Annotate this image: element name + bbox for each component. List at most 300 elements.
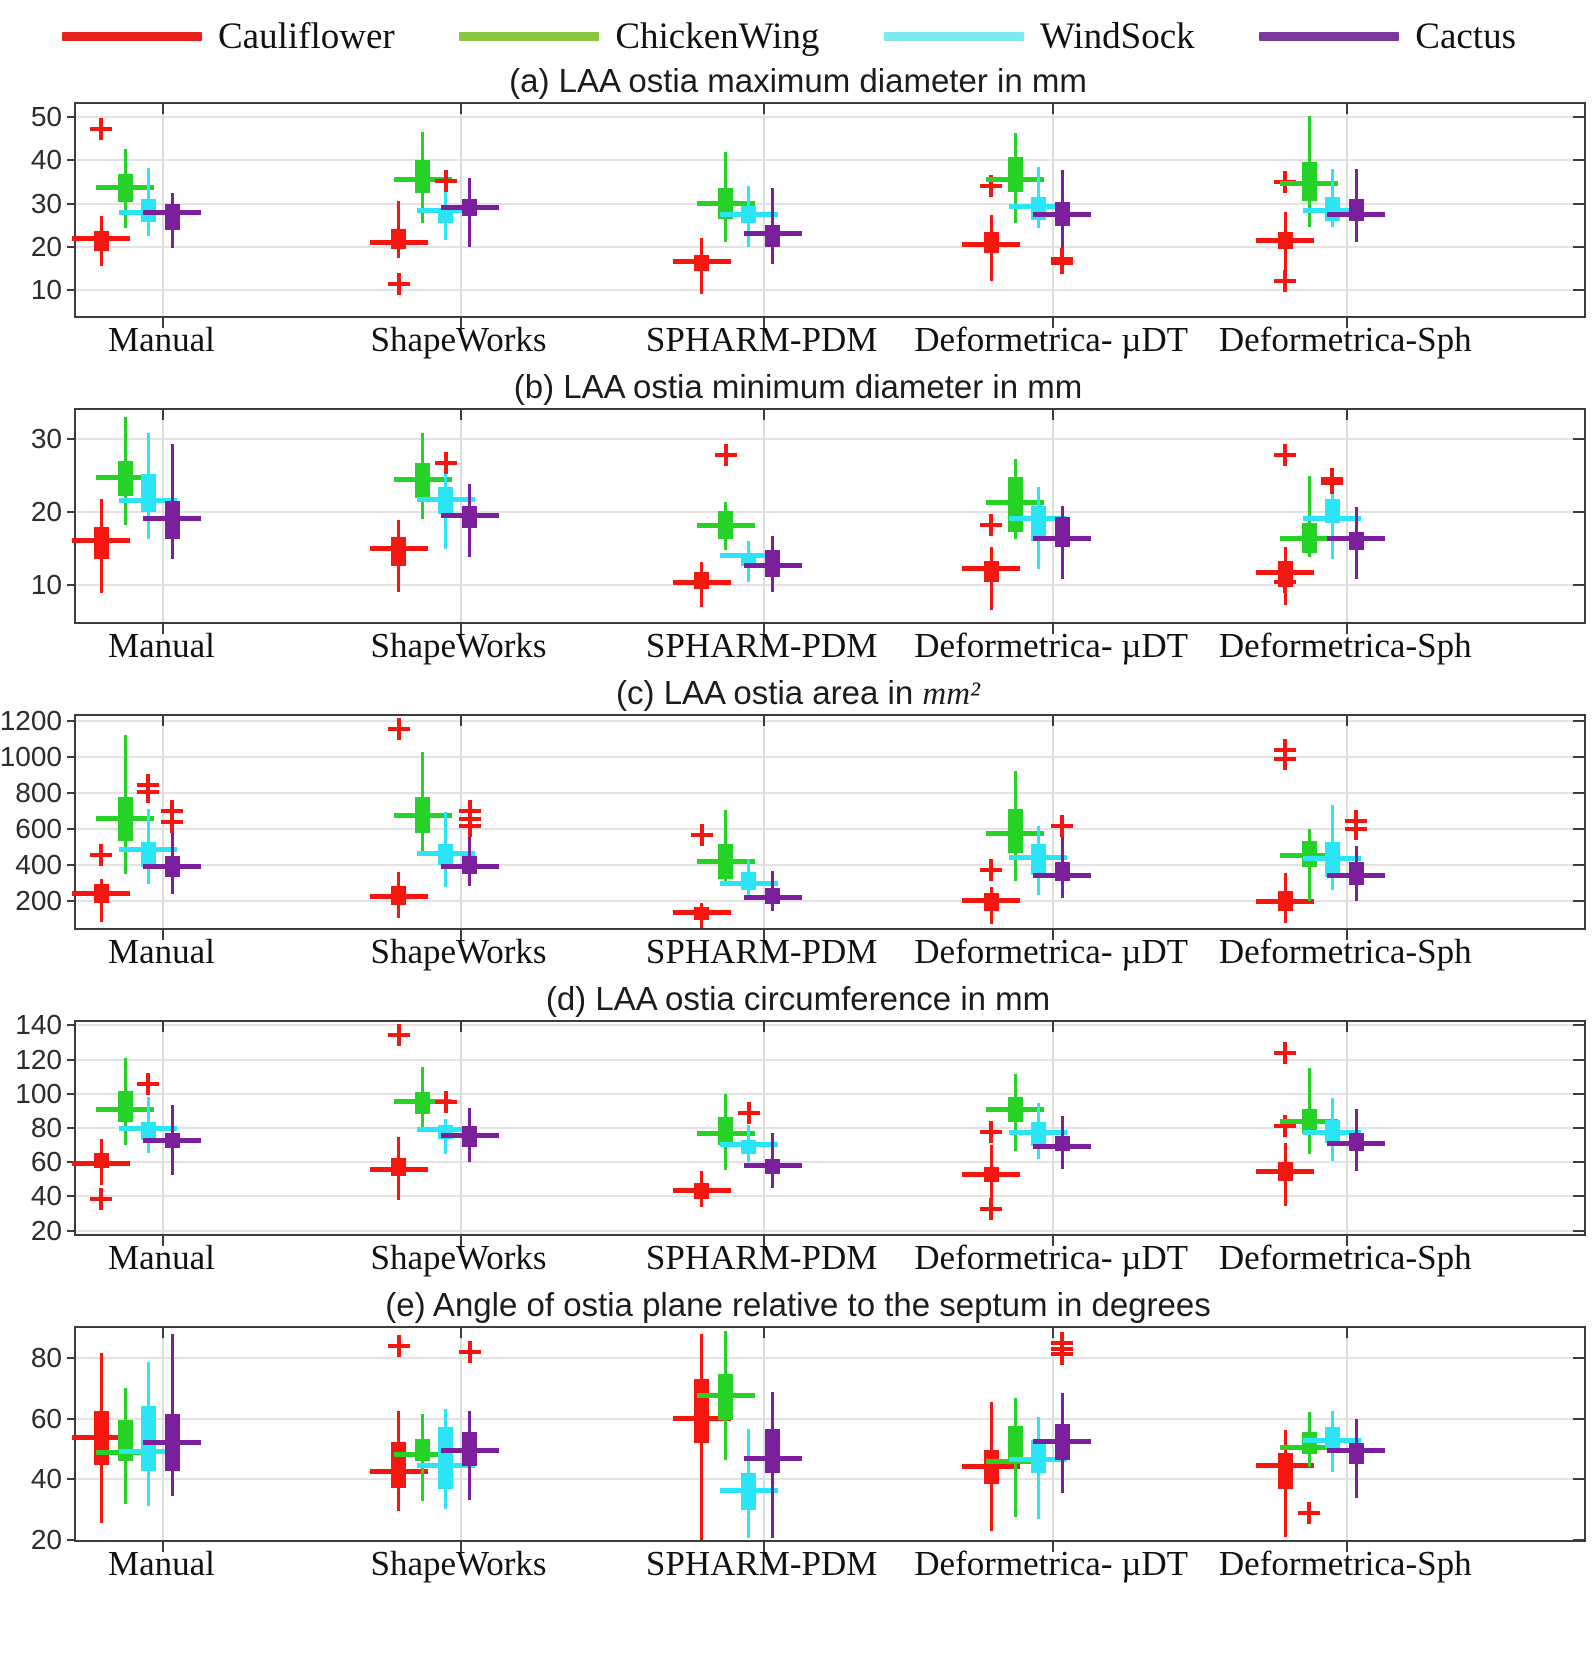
- outlier-marker: [1274, 444, 1296, 466]
- box-windsock: [141, 1406, 156, 1471]
- y-tick-mark: [1573, 438, 1584, 440]
- median-line-cactus: [744, 563, 802, 568]
- median-line-windsock: [119, 1126, 177, 1131]
- median-line-chickenwing: [697, 1131, 755, 1136]
- x-axis-labels-c: [74, 930, 1586, 976]
- y-tick-label: 40: [30, 1180, 62, 1212]
- legend-swatch-windsock: [884, 32, 1024, 41]
- group-label-manual: Manual: [107, 626, 215, 665]
- y-tick-mark: [67, 1093, 76, 1095]
- group-label-deformetrica-sph: Deformetrica-Sph: [1218, 1238, 1472, 1277]
- median-line-cactus: [1327, 873, 1385, 878]
- x-tick-mark: [460, 1022, 462, 1032]
- y-gridline: [76, 720, 1584, 722]
- outlier-marker: [388, 273, 410, 295]
- y-gridline: [76, 900, 1584, 902]
- group-label-manual: Manual: [107, 932, 215, 971]
- x-tick-mark: [1052, 410, 1054, 420]
- y-tick-mark: [1573, 1093, 1584, 1095]
- median-line-cauliflower: [673, 1188, 731, 1193]
- y-tick-mark: [67, 1059, 76, 1061]
- median-line-cactus: [1033, 212, 1091, 217]
- y-tick-mark: [1573, 720, 1584, 722]
- median-line-windsock: [720, 212, 778, 217]
- x-tick-mark: [763, 1328, 765, 1338]
- median-line-cauliflower: [673, 580, 731, 585]
- median-line-cactus: [143, 1138, 201, 1143]
- group-label-deformetrica-dt: Deformetrica- µDT: [914, 1238, 1189, 1277]
- median-line-cauliflower: [962, 242, 1020, 247]
- x-axis-labels-e: [74, 1542, 1586, 1588]
- y-tick-label: 80: [30, 1342, 62, 1374]
- y-tick-mark: [1573, 116, 1584, 118]
- group-divider-line: [1052, 1022, 1054, 1234]
- y-tick-label: 120: [15, 1043, 62, 1075]
- median-line-cauliflower: [370, 894, 428, 899]
- median-line-chickenwing: [986, 500, 1044, 505]
- box-cauliflower: [694, 1379, 709, 1443]
- group-label-spharm-pdm: SPHARM-PDM: [645, 1544, 878, 1583]
- outlier-marker: [388, 718, 410, 740]
- y-tick-mark: [67, 159, 76, 161]
- group-label-spharm-pdm: SPHARM-PDM: [645, 626, 878, 665]
- y-tick-mark: [67, 828, 76, 830]
- median-line-cactus: [441, 1448, 499, 1453]
- outlier-marker: [388, 1024, 410, 1046]
- median-line-cactus: [1327, 536, 1385, 541]
- panel-c-area: [0, 672, 1596, 976]
- median-line-windsock: [1303, 516, 1361, 521]
- outlier-marker: [980, 514, 1002, 536]
- median-line-cactus: [441, 513, 499, 518]
- box-chickenwing: [118, 1420, 133, 1461]
- median-line-cactus: [441, 1133, 499, 1138]
- y-gridline: [76, 1357, 1584, 1359]
- median-line-cactus: [1327, 212, 1385, 217]
- x-tick-mark: [162, 716, 164, 726]
- y-tick-mark: [1573, 1539, 1584, 1541]
- box-cactus: [1349, 199, 1364, 221]
- y-tick-label: 600: [15, 813, 62, 845]
- outlier-marker: [435, 1091, 457, 1113]
- y-tick-label: 60: [30, 1402, 62, 1434]
- median-line-chickenwing: [394, 813, 452, 818]
- group-label-shapeworks: ShapeWorks: [370, 320, 547, 359]
- y-tick-mark: [1573, 203, 1584, 205]
- x-tick-mark: [1346, 1022, 1348, 1032]
- median-line-windsock: [720, 1488, 778, 1493]
- x-axis-labels-b: [74, 624, 1586, 670]
- y-tick-mark: [67, 584, 76, 586]
- median-line-cauliflower: [72, 891, 130, 896]
- box-windsock: [438, 1427, 453, 1488]
- y-tick-mark: [1573, 1059, 1584, 1061]
- panel-e-title: [0, 1284, 1596, 1326]
- y-tick-mark: [1573, 1357, 1584, 1359]
- y-gridline: [76, 1127, 1584, 1129]
- median-line-windsock: [119, 847, 177, 852]
- plot-area-c: [0, 705, 1586, 930]
- median-line-cactus: [1033, 873, 1091, 878]
- median-line-cactus: [744, 895, 802, 900]
- median-line-cauliflower: [673, 910, 731, 915]
- median-line-chickenwing: [96, 816, 154, 821]
- outlier-marker: [1321, 472, 1343, 494]
- legend-label-cauliflower: Cauliflower: [218, 15, 395, 57]
- median-line-cauliflower: [962, 566, 1020, 571]
- median-line-cactus: [441, 864, 499, 869]
- group-divider-line: [763, 410, 765, 622]
- y-tick-label: 50: [30, 100, 62, 132]
- panel-a-title: [0, 60, 1596, 102]
- outlier-marker: [1274, 1042, 1296, 1064]
- box-chickenwing: [1008, 477, 1023, 532]
- outlier-marker: [738, 1102, 760, 1124]
- group-label-shapeworks: ShapeWorks: [370, 1544, 547, 1583]
- y-tick-mark: [67, 900, 76, 902]
- panel-c-title-math: mm²: [922, 676, 980, 712]
- group-label-deformetrica-dt: Deformetrica- µDT: [914, 626, 1189, 665]
- median-line-cauliflower: [1256, 899, 1314, 904]
- y-tick-mark: [1573, 1024, 1584, 1026]
- group-divider-line: [1346, 1328, 1348, 1540]
- x-tick-mark: [1346, 1328, 1348, 1338]
- x-axis-labels-a: [74, 318, 1586, 364]
- y-tick-mark: [1573, 900, 1584, 902]
- y-tick-mark: [67, 246, 76, 248]
- y-tick-mark: [1573, 159, 1584, 161]
- legend-label-cactus: Cactus: [1415, 15, 1516, 57]
- median-line-chickenwing: [986, 831, 1044, 836]
- median-line-cauliflower: [72, 538, 130, 543]
- x-tick-mark: [763, 410, 765, 420]
- legend-item-windsock: [884, 15, 1195, 58]
- box-cactus: [165, 204, 180, 230]
- y-tick-mark: [67, 438, 76, 440]
- panel-e-angle: [0, 1284, 1596, 1588]
- x-tick-mark: [162, 104, 164, 114]
- y-gridline: [76, 1195, 1584, 1197]
- y-tick-mark: [1573, 289, 1584, 291]
- median-line-cauliflower: [370, 1469, 428, 1474]
- outlier-marker: [1298, 1502, 1320, 1524]
- y-tick-mark: [1573, 246, 1584, 248]
- plot-area-a: [30, 100, 1586, 318]
- group-label-manual: Manual: [107, 320, 215, 359]
- median-line-cauliflower: [370, 1167, 428, 1172]
- x-tick-mark: [460, 104, 462, 114]
- y-tick-mark: [67, 1127, 76, 1129]
- outlier-marker: [1051, 815, 1073, 837]
- y-tick-mark: [67, 792, 76, 794]
- group-label-deformetrica-sph: Deformetrica-Sph: [1218, 1544, 1472, 1583]
- y-tick-mark: [1573, 1230, 1584, 1232]
- median-line-cauliflower: [72, 236, 130, 241]
- y-tick-mark: [67, 1539, 76, 1541]
- median-line-chickenwing: [697, 1393, 755, 1398]
- y-tick-mark: [67, 1478, 76, 1480]
- median-line-cactus: [143, 864, 201, 869]
- median-line-cactus: [1033, 536, 1091, 541]
- median-line-cactus: [1033, 1439, 1091, 1444]
- median-line-windsock: [1009, 1130, 1067, 1135]
- median-line-cauliflower: [1256, 1169, 1314, 1174]
- x-tick-mark: [763, 716, 765, 726]
- median-line-chickenwing: [96, 1107, 154, 1112]
- median-line-cactus: [1327, 1448, 1385, 1453]
- y-tick-mark: [67, 289, 76, 291]
- group-label-deformetrica-sph: Deformetrica-Sph: [1218, 320, 1472, 359]
- y-tick-mark: [1573, 1418, 1584, 1420]
- median-line-chickenwing: [697, 859, 755, 864]
- y-gridline: [76, 584, 1584, 586]
- outlier-marker: [435, 170, 457, 192]
- y-gridline: [76, 1161, 1584, 1163]
- y-tick-label: 30: [30, 423, 62, 455]
- panel-b-title-text: (b) LAA ostia minimum diameter in mm: [513, 368, 1083, 405]
- y-gridline: [76, 438, 1584, 440]
- box-cauliflower: [1278, 1453, 1293, 1489]
- x-tick-mark: [460, 1328, 462, 1338]
- outlier-marker: [980, 859, 1002, 881]
- median-line-cauliflower: [1256, 238, 1314, 243]
- median-line-windsock: [720, 1142, 778, 1147]
- legend-label-windsock: WindSock: [1039, 15, 1195, 57]
- y-tick-mark: [67, 511, 76, 513]
- x-tick-mark: [1346, 104, 1348, 114]
- median-line-chickenwing: [1280, 181, 1338, 186]
- y-gridline: [76, 159, 1584, 161]
- median-line-chickenwing: [394, 477, 452, 482]
- y-tick-mark: [67, 116, 76, 118]
- y-tick-label: 400: [15, 849, 62, 881]
- outlier-marker: [90, 844, 112, 866]
- y-gridline: [76, 1059, 1584, 1061]
- outlier-marker: [459, 815, 481, 837]
- panel-d-title: [0, 978, 1596, 1020]
- group-label-shapeworks: ShapeWorks: [370, 626, 547, 665]
- group-divider-line: [763, 104, 765, 316]
- box-cauliflower: [391, 1442, 406, 1489]
- panel-b-min-diameter: [0, 366, 1596, 670]
- group-label-deformetrica-sph: Deformetrica-Sph: [1218, 626, 1472, 665]
- y-tick-label: 20: [30, 1214, 62, 1246]
- group-label-spharm-pdm: SPHARM-PDM: [645, 320, 878, 359]
- y-tick-mark: [67, 864, 76, 866]
- y-tick-mark: [1573, 1161, 1584, 1163]
- legend-item-cauliflower: [62, 15, 395, 58]
- y-tick-label: 20: [30, 496, 62, 528]
- group-label-deformetrica-dt: Deformetrica- µDT: [914, 932, 1189, 971]
- legend-item-chickenwing: [459, 15, 819, 58]
- y-gridline: [76, 1418, 1584, 1420]
- median-line-windsock: [1303, 1438, 1361, 1443]
- median-line-cauliflower: [962, 1464, 1020, 1469]
- x-tick-mark: [460, 410, 462, 420]
- median-line-windsock: [1009, 855, 1067, 860]
- y-tick-label: 1200: [0, 705, 62, 737]
- outlier-marker: [1274, 748, 1296, 770]
- y-tick-mark: [1573, 864, 1584, 866]
- legend: [0, 0, 1596, 60]
- panel-d-circumference: [0, 978, 1596, 1282]
- y-tick-mark: [67, 1230, 76, 1232]
- box-cactus: [1349, 532, 1364, 550]
- box-chickenwing: [1302, 1432, 1317, 1454]
- y-gridline: [76, 246, 1584, 248]
- y-tick-mark: [67, 1195, 76, 1197]
- panel-d-title-text: (d) LAA ostia circumference in mm: [545, 980, 1051, 1017]
- y-gridline: [76, 756, 1584, 758]
- y-tick-mark: [1573, 1127, 1584, 1129]
- median-line-cactus: [143, 1440, 201, 1445]
- box-chickenwing: [1008, 157, 1023, 192]
- box-cactus: [1055, 517, 1070, 547]
- outlier-marker: [90, 118, 112, 140]
- outlier-marker: [90, 1188, 112, 1210]
- y-tick-mark: [1573, 1478, 1584, 1480]
- box-cauliflower: [984, 561, 999, 582]
- y-tick-mark: [1573, 828, 1584, 830]
- median-line-cactus: [441, 205, 499, 210]
- box-cactus: [765, 1429, 780, 1474]
- y-tick-label: 1000: [0, 741, 62, 773]
- outlier-marker: [1274, 571, 1296, 593]
- y-tick-label: 20: [30, 1524, 62, 1555]
- group-label-spharm-pdm: SPHARM-PDM: [645, 1238, 878, 1277]
- box-cauliflower: [94, 231, 109, 251]
- outlier-marker: [1345, 818, 1367, 840]
- group-label-deformetrica-sph: Deformetrica-Sph: [1218, 932, 1472, 971]
- box-cactus: [1349, 1443, 1364, 1464]
- median-line-windsock: [417, 851, 475, 856]
- median-line-cactus: [744, 231, 802, 236]
- y-gridline: [76, 511, 1584, 513]
- outlier-marker: [137, 1073, 159, 1095]
- panel-c-title: [0, 672, 1596, 714]
- median-line-cactus: [1033, 1144, 1091, 1149]
- box-cauliflower: [391, 537, 406, 566]
- median-line-chickenwing: [986, 1107, 1044, 1112]
- outlier-marker: [435, 452, 457, 474]
- group-label-shapeworks: ShapeWorks: [370, 932, 547, 971]
- box-windsock: [141, 474, 156, 512]
- group-divider-line: [1346, 1022, 1348, 1234]
- legend-item-cactus: [1259, 15, 1516, 58]
- legend-swatch-chickenwing: [459, 32, 599, 41]
- panel-c-title-text: (c) LAA ostia area in: [616, 674, 923, 711]
- y-gridline: [76, 1478, 1584, 1480]
- outlier-marker: [715, 444, 737, 466]
- y-gridline: [76, 1024, 1584, 1026]
- x-tick-mark: [763, 1022, 765, 1032]
- x-tick-mark: [162, 410, 164, 420]
- median-line-cactus: [143, 210, 201, 215]
- y-tick-mark: [1573, 1195, 1584, 1197]
- y-tick-mark: [67, 1357, 76, 1359]
- group-label-deformetrica-dt: Deformetrica- µDT: [914, 1544, 1189, 1583]
- y-tick-label: 20: [30, 230, 62, 262]
- y-tick-label: 200: [15, 885, 62, 917]
- legend-label-chickenwing: ChickenWing: [615, 15, 820, 57]
- median-line-chickenwing: [697, 523, 755, 528]
- group-label-spharm-pdm: SPHARM-PDM: [645, 932, 878, 971]
- outlier-marker: [1051, 252, 1073, 274]
- y-tick-mark: [67, 756, 76, 758]
- median-line-cauliflower: [673, 259, 731, 264]
- y-tick-label: 80: [30, 1112, 62, 1143]
- median-line-cactus: [143, 516, 201, 521]
- outlier-marker: [388, 1335, 410, 1357]
- median-line-windsock: [720, 881, 778, 886]
- y-tick-mark: [1573, 792, 1584, 794]
- median-line-cauliflower: [962, 898, 1020, 903]
- median-line-chickenwing: [986, 177, 1044, 182]
- median-line-windsock: [1303, 856, 1361, 861]
- group-label-deformetrica-dt: Deformetrica- µDT: [914, 320, 1189, 359]
- y-gridline: [76, 289, 1584, 291]
- y-tick-mark: [1573, 584, 1584, 586]
- panel-a-title-text: (a) LAA ostia maximum diameter in mm: [509, 62, 1087, 99]
- outlier-marker: [161, 811, 183, 833]
- y-tick-label: 800: [15, 777, 62, 809]
- x-tick-mark: [1052, 104, 1054, 114]
- y-gridline: [76, 792, 1584, 794]
- y-tick-mark: [67, 720, 76, 722]
- x-tick-mark: [1052, 1022, 1054, 1032]
- y-gridline: [76, 116, 1584, 118]
- box-whisker-windsock: [1331, 486, 1334, 559]
- y-tick-label: 40: [30, 1463, 62, 1495]
- outlier-marker: [980, 1198, 1002, 1220]
- median-line-windsock: [417, 497, 475, 502]
- outlier-marker: [691, 824, 713, 846]
- x-tick-mark: [162, 1328, 164, 1338]
- x-axis-labels-d: [74, 1236, 1586, 1282]
- plot-area-b: [30, 408, 1586, 624]
- y-tick-mark: [67, 1418, 76, 1420]
- outlier-marker: [459, 1341, 481, 1363]
- y-tick-label: 100: [15, 1077, 62, 1109]
- legend-swatch-cactus: [1259, 32, 1399, 41]
- plot-area-d: [15, 1009, 1586, 1246]
- y-tick-label: 30: [30, 187, 62, 219]
- y-tick-label: 10: [30, 274, 62, 306]
- panel-b-title: [0, 366, 1596, 408]
- legend-swatch-cauliflower: [62, 32, 202, 41]
- y-tick-mark: [67, 1024, 76, 1026]
- x-tick-mark: [460, 716, 462, 726]
- group-divider-line: [763, 1022, 765, 1234]
- box-chickenwing: [415, 1439, 430, 1462]
- group-label-manual: Manual: [107, 1544, 215, 1583]
- median-line-cauliflower: [370, 546, 428, 551]
- x-tick-mark: [763, 104, 765, 114]
- y-tick-label: 40: [30, 144, 62, 176]
- median-line-cactus: [744, 1163, 802, 1168]
- outlier-marker: [137, 781, 159, 803]
- median-line-cauliflower: [72, 1161, 130, 1166]
- y-tick-label: 140: [15, 1009, 62, 1041]
- median-line-cactus: [744, 1456, 802, 1461]
- panel-a-max-diameter: [0, 60, 1596, 364]
- outlier-marker: [980, 1121, 1002, 1143]
- y-gridline: [76, 1093, 1584, 1095]
- y-gridline: [76, 1230, 1584, 1232]
- y-tick-mark: [1573, 756, 1584, 758]
- panel-e-title-text: (e) Angle of ostia plane relative to the septum in degrees: [385, 1286, 1211, 1323]
- box-cauliflower: [94, 527, 109, 559]
